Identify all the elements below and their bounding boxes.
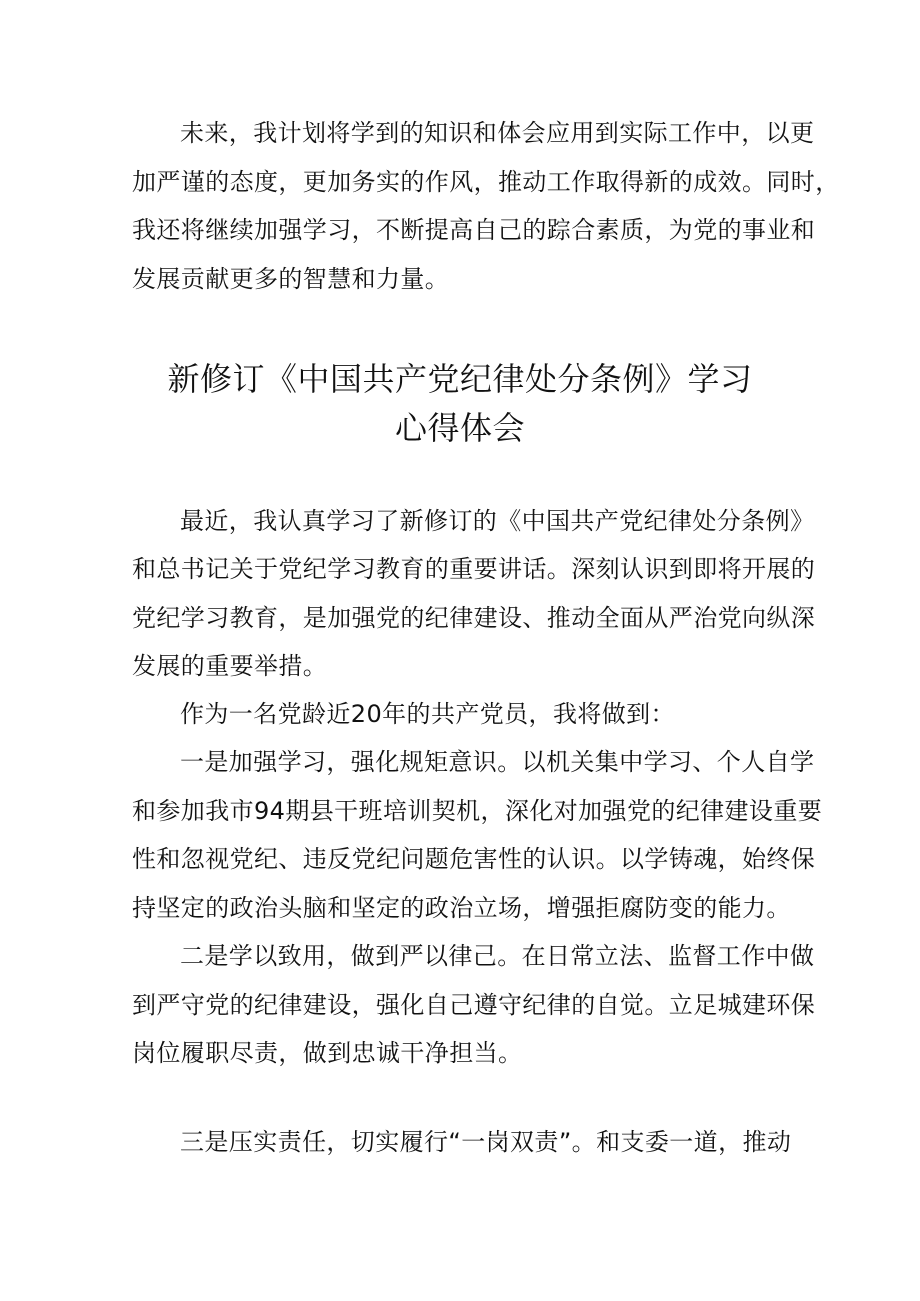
document-title-line-1: 新修订《中国共产党纪律处分条例》学习 bbox=[167, 360, 753, 398]
paragraph-3-line-1: 一是加强学习，强化规矩意识。以机关集中学习、个人自学 bbox=[180, 748, 815, 776]
paragraph-1-line-1: 最近，我认真学习了新修订的《中国共产党纪律处分条例》 bbox=[180, 507, 815, 535]
intro-line-4: 发展贡献更多的智慧和力量。 bbox=[132, 265, 450, 293]
paragraph-5-line-1: 三是压实责任，切实履行“一岗双责”。和支委一道，推动 bbox=[180, 1128, 792, 1156]
paragraph-1-line-2: 和总书记关于党纪学习教育的重要讲话。深刻认识到即将开展的 bbox=[132, 555, 816, 583]
paragraph-2-line-1: 作为一名党龄近20年的共产党员，我将做到： bbox=[180, 700, 675, 728]
paragraph-3-line-4: 持坚定的政治头脑和坚定的政治立场，增强拒腐防变的能力。 bbox=[132, 894, 791, 922]
paragraph-3-line-2: 和参加我市94期县干班培训契机，深化对加强党的纪律建设重要 bbox=[132, 797, 823, 825]
paragraph-4-line-1: 二是学以致用，做到严以律己。在日常立法、监督工作中做 bbox=[180, 942, 815, 970]
paragraph-1-line-3: 党纪学习教育，是加强党的纪律建设、推动全面从严治党向纵深 bbox=[132, 604, 816, 632]
paragraph-1-line-4: 发展的重要举措。 bbox=[132, 652, 328, 680]
document-title-line-2: 心得体会 bbox=[394, 409, 525, 447]
intro-line-1: 未来，我计划将学到的知识和体会应用到实际工作中，以更 bbox=[180, 119, 815, 147]
paragraph-4-line-2: 到严守党的纪律建设，强化自己遵守纪律的自觉。立足城建环保 bbox=[132, 991, 816, 1019]
intro-line-2: 加严谨的态度，更加务实的作风，推动工作取得新的成效。同时， bbox=[132, 168, 840, 196]
paragraph-4-line-3: 岗位履职尽责，做到忠诚干净担当。 bbox=[132, 1039, 523, 1067]
paragraph-3-line-3: 性和忽视党纪、违反党纪问题危害性的认识。以学铸魂，始终保 bbox=[132, 845, 816, 873]
intro-line-3: 我还将继续加强学习，不断提高自己的踪合素质，为党的事业和 bbox=[132, 216, 816, 244]
